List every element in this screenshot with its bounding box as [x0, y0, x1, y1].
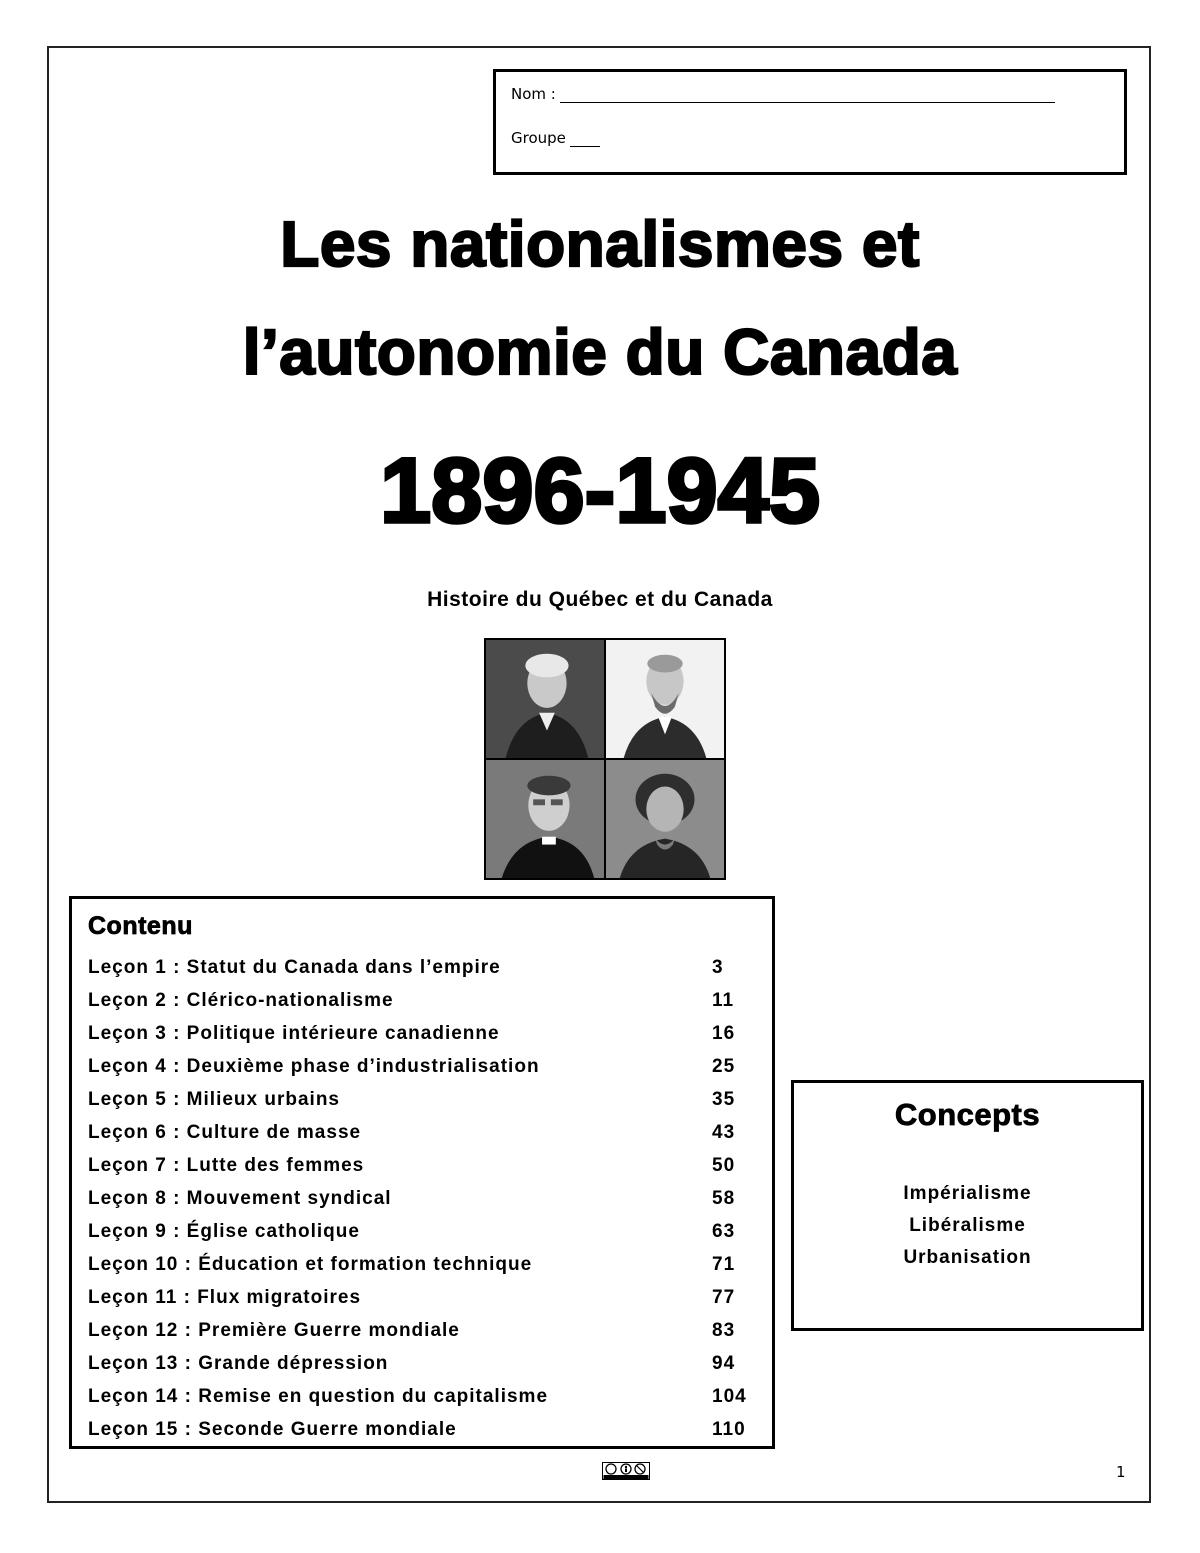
lesson-page-number: 16	[712, 1023, 736, 1044]
lesson-row	[88, 1286, 758, 1310]
lesson-page-number: 63	[712, 1221, 736, 1242]
lesson-row	[88, 1121, 758, 1145]
portrait-photo-4	[606, 760, 724, 878]
lesson-page-number: 3	[712, 957, 724, 978]
lesson-page-number: 83	[712, 1320, 736, 1341]
lesson-row	[88, 1154, 758, 1178]
lesson-row	[88, 1055, 758, 1079]
lesson-title: Leçon 4 : Deuxième phase d’industrialisation	[88, 1056, 540, 1077]
lesson-title: Leçon 7 : Lutte des femmes	[88, 1155, 365, 1176]
lesson-row	[88, 989, 758, 1013]
lesson-row	[88, 1220, 758, 1244]
lesson-row	[88, 1253, 758, 1277]
lesson-page-number: 43	[712, 1122, 736, 1143]
lesson-row	[88, 1088, 758, 1112]
page-number: 1	[1116, 1463, 1126, 1481]
lesson-title: Leçon 5 : Milieux urbains	[88, 1089, 340, 1110]
page-title-line-2: l’autonomie du Canada	[242, 316, 958, 388]
group-label: Groupe	[511, 129, 566, 147]
creative-commons-icon	[602, 1462, 650, 1480]
group-underline	[570, 132, 600, 147]
lesson-title: Leçon 3 : Politique intérieure canadienne	[88, 1023, 500, 1044]
portrait-photo-3	[486, 760, 604, 878]
lesson-row	[88, 1418, 758, 1442]
page-title-line-1: Les nationalismes et	[280, 208, 920, 280]
period-years: 1896-1945	[380, 440, 820, 542]
concepts-box	[791, 1080, 1144, 1331]
lesson-title: Leçon 11 : Flux migratoires	[88, 1287, 362, 1308]
name-underline	[560, 88, 1055, 103]
lesson-title: Leçon 12 : Première Guerre mondiale	[88, 1320, 460, 1341]
table-of-contents	[69, 896, 775, 1449]
lesson-row	[88, 1319, 758, 1343]
lesson-page-number: 77	[712, 1287, 736, 1308]
name-label: Nom :	[511, 85, 556, 103]
lesson-row	[88, 956, 758, 980]
lesson-row	[88, 1187, 758, 1211]
lesson-row	[88, 1385, 758, 1409]
lesson-row	[88, 1352, 758, 1376]
lesson-title: Leçon 15 : Seconde Guerre mondiale	[88, 1419, 457, 1440]
concept-item: Impérialisme	[903, 1183, 1032, 1204]
contents-title: Contenu	[88, 912, 193, 940]
concept-item: Urbanisation	[903, 1247, 1032, 1268]
lesson-title: Leçon 13 : Grande dépression	[88, 1353, 389, 1374]
lesson-title: Leçon 9 : Église catholique	[88, 1221, 360, 1242]
lesson-title: Leçon 14 : Remise en question du capitalisme	[88, 1386, 549, 1407]
lesson-title: Leçon 6 : Culture de masse	[88, 1122, 362, 1143]
lesson-title: Leçon 1 : Statut du Canada dans l’empire	[88, 957, 501, 978]
lesson-page-number: 25	[712, 1056, 736, 1077]
lesson-page-number: 35	[712, 1089, 736, 1110]
lesson-page-number: 50	[712, 1155, 736, 1176]
portrait-photo-2	[606, 640, 724, 758]
course-subtitle: Histoire du Québec et du Canada	[427, 588, 773, 611]
portrait-photo-1	[486, 640, 604, 758]
lesson-page-number: 58	[712, 1188, 736, 1209]
concept-item: Libéralisme	[909, 1215, 1026, 1236]
lesson-title: Leçon 10 : Éducation et formation technique	[88, 1254, 533, 1275]
group-field[interactable]	[511, 129, 600, 147]
lesson-row	[88, 1022, 758, 1046]
portrait-grid	[484, 638, 726, 880]
lesson-page-number: 94	[712, 1353, 736, 1374]
lesson-page-number: 71	[712, 1254, 736, 1275]
lesson-title: Leçon 8 : Mouvement syndical	[88, 1188, 392, 1209]
lesson-page-number: 110	[712, 1419, 746, 1440]
student-info-box	[493, 69, 1127, 175]
concepts-title: Concepts	[894, 1097, 1041, 1132]
name-field[interactable]	[511, 85, 1055, 103]
lesson-title: Leçon 2 : Clérico-nationalisme	[88, 990, 394, 1011]
lesson-page-number: 11	[712, 990, 735, 1011]
lesson-page-number: 104	[712, 1386, 747, 1407]
